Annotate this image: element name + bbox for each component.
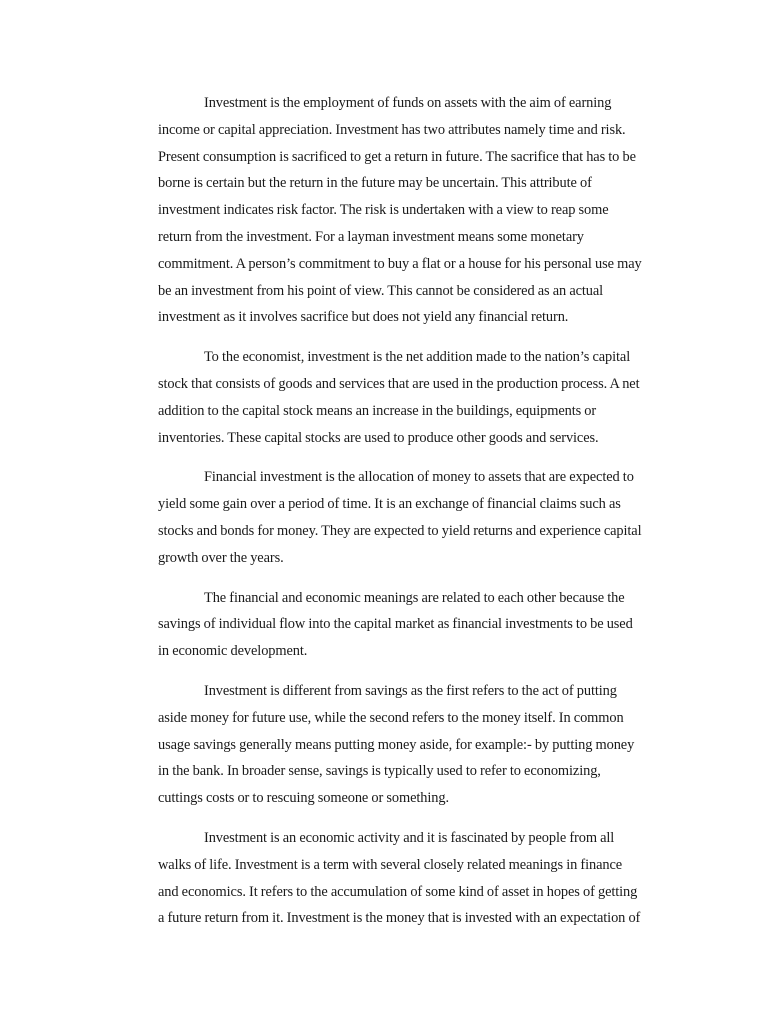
text-line: income or capital appreciation. Investment has two attributes namely time and risk. (158, 121, 626, 138)
paragraph-2 (158, 344, 684, 451)
paragraph-5 (158, 678, 684, 812)
text-line: addition to the capital stock means an increase in the buildings, equipments or (158, 402, 597, 419)
text-line: savings of individual flow into the capital market as financial investments to be used (158, 616, 633, 633)
text-line: stock that consists of goods and services that are used in the production process. A net (158, 375, 640, 392)
text-line: return from the investment. For a layman investment means some monetary (158, 228, 584, 245)
text-line: Financial investment is the allocation of money to assets that are expected to (204, 469, 634, 486)
text-line: Present consumption is sacrificed to get a return in future. The sacrifice that has to be (158, 148, 636, 165)
paragraph-1 (158, 90, 684, 331)
text-line: Investment is the employment of funds on assets with the aim of earning (204, 95, 612, 111)
text-line: usage savings generally means putting money aside, for example:- by putting money (158, 736, 635, 753)
text-line: a future return from it. Investment is the money that is invested with an expectation of (158, 910, 641, 927)
text-line: walks of life. Investment is a term with several closely related meanings in finance (158, 856, 623, 873)
text-line: and economics. It refers to the accumulation of some kind of asset in hopes of getting (158, 883, 638, 900)
text-line: Investment is different from savings as the first refers to the act of putting (204, 682, 617, 699)
text-line: be an investment from his point of view. This cannot be considered as an actual (158, 282, 604, 299)
text-line: borne is certain but the return in the future may be uncertain. This attribute of (158, 175, 592, 192)
text-line: investment indicates risk factor. The risk is undertaken with a view to reap some (158, 202, 609, 219)
text-line: stocks and bonds for money. They are expected to yield returns and experience capital (158, 522, 642, 539)
text-line: in the bank. In broader sense, savings is typically used to refer to economizing, (158, 763, 601, 780)
text-line: aside money for future use, while the second refers to the money itself. In common (158, 709, 624, 726)
text-line: The financial and economic meanings are related to each other because the (204, 589, 625, 606)
paragraph-6 (158, 825, 684, 932)
text-line: commitment. A person’s commitment to buy a flat or a house for his personal use may (158, 255, 642, 272)
text-line: yield some gain over a period of time. It is an exchange of financial claims such as (158, 496, 621, 513)
paragraph-3 (158, 464, 684, 571)
document-body (158, 90, 684, 945)
text-line: To the economist, investment is the net addition made to the nation’s capital (204, 349, 631, 366)
text-line: in economic development. (158, 643, 308, 660)
text-line: cuttings costs or to rescuing someone or something. (158, 790, 449, 807)
text-line: inventories. These capital stocks are used to produce other goods and services. (158, 429, 599, 446)
paragraph-4 (158, 585, 684, 665)
text-line: growth over the years. (158, 549, 284, 566)
text-line: Investment is an economic activity and it is fascinated by people from all (204, 829, 615, 846)
text-line: investment as it involves sacrifice but does not yield any financial return. (158, 309, 569, 326)
